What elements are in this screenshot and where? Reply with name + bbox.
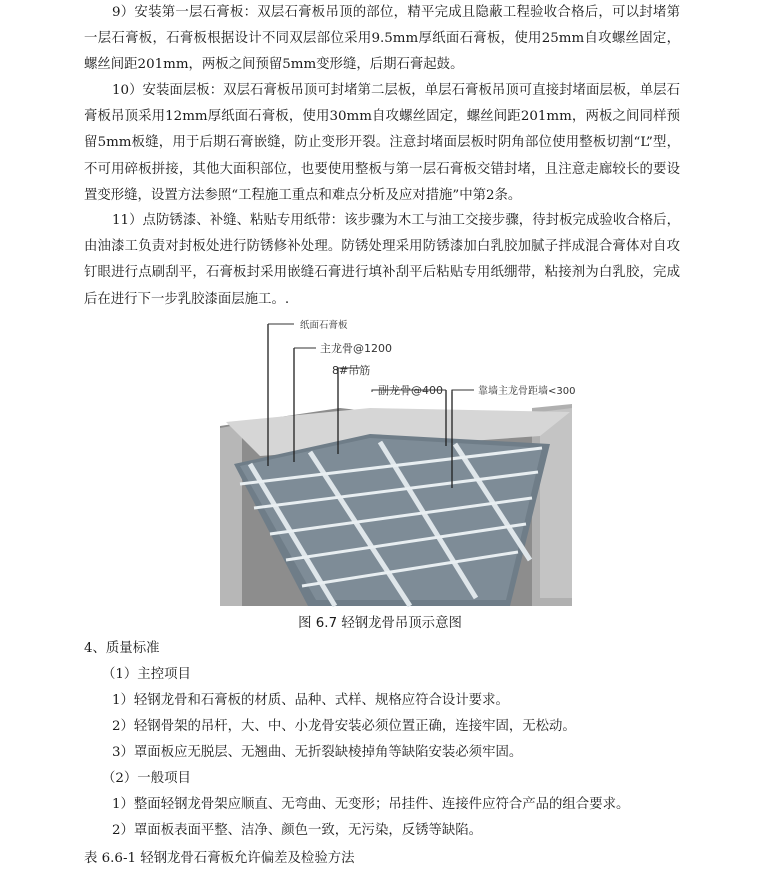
label-board: 纸面石膏板: [300, 320, 348, 331]
label-sub-keel: 副龙骨@400: [378, 384, 443, 397]
main-items-title: （1）主控项目: [102, 667, 191, 682]
paragraph-step-9: 9）安装第一层石膏板：双层石膏板吊顶的部位，精平完成且隐蔽工程验收合格后，可以封堵第一层石膏板，石膏板根据设计不同双层部位采用9.5mm厚纸面石膏板，使用25mm自攻螺丝固定，螺丝间距201mm，两板之间预留5mm变形缝，后期石膏起鼓。: [84, 5, 680, 73]
table-title: 表 6.6-1 轻钢龙骨石膏板允许偏差及检验方法: [84, 851, 355, 866]
general-item-2: 2）罩面板表面平整、洁净、颜色一致，无污染，反锈等缺陷。: [112, 823, 483, 838]
figure-caption: 图 6.7 轻钢龙骨吊顶示意图: [298, 616, 462, 631]
paragraph-step-10: 10）安装面层板：双层石膏板吊顶可封堵第二层板，单层石膏板吊顶可直接封堵面层板，单层石膏板吊顶采用12mm厚纸面石膏板，使用30mm自攻螺丝固定，螺丝间距201mm，两板之间同样预留5mm板缝，用于后期石膏嵌缝，防止变形开裂。注意封堵面层板时阴角部位使用整板切割“L”型，不可用碎板拼接，其他大面积部位，也要使用整板与第一层石膏板交错封堵，且注意走廊较长的要设置变形缝，设置方法参照“工程施工重点和难点分析及应对措施”中第2条。: [84, 83, 680, 203]
ceiling-keel-diagram: [220, 316, 590, 608]
main-item-2: 2）轻钢骨架的吊杆，大、中、小龙骨安装必须位置正确，连接牢固，无松动。: [112, 719, 576, 734]
paragraph-step-11: 11）点防锈漆、补缝、粘贴专用纸带：该步骤为木工与油工交接步骤，待封板完成验收合格后，由油漆工负责对封板处进行防锈修补处理。防锈处理采用防锈漆加白乳胶加腻子拌成混合膏体对自攻钉眼进行点刷刮平，石膏板封采用嵌缝石膏进行填补刮平后粘贴专用纸绷带，粘接剂为白乳胶，完成后在进行下一步乳胶漆面层施工。.: [84, 213, 680, 307]
left-wall: [220, 424, 242, 606]
label-hanger: 8#吊筋: [332, 364, 371, 377]
main-item-3: 3）罩面板应无脱层、无翘曲、无折裂缺棱掉角等缺陷安装必须牢固。: [112, 745, 523, 760]
general-item-1: 1）整面轻钢龙骨架应顺直、无弯曲、无变形；吊挂件、连接件应符合产品的组合要求。: [112, 797, 630, 812]
label-wall-gap: 靠墙主龙骨距墙<300: [478, 386, 576, 397]
main-item-1: 1）轻钢龙骨和石膏板的材质、品种、式样、规格应符合设计要求。: [112, 693, 509, 708]
general-items-title: （2）一般项目: [102, 771, 191, 786]
section-heading: 4、质量标准: [84, 641, 160, 656]
label-main-keel: 主龙骨@1200: [320, 342, 392, 355]
leader-lines: [268, 324, 474, 392]
